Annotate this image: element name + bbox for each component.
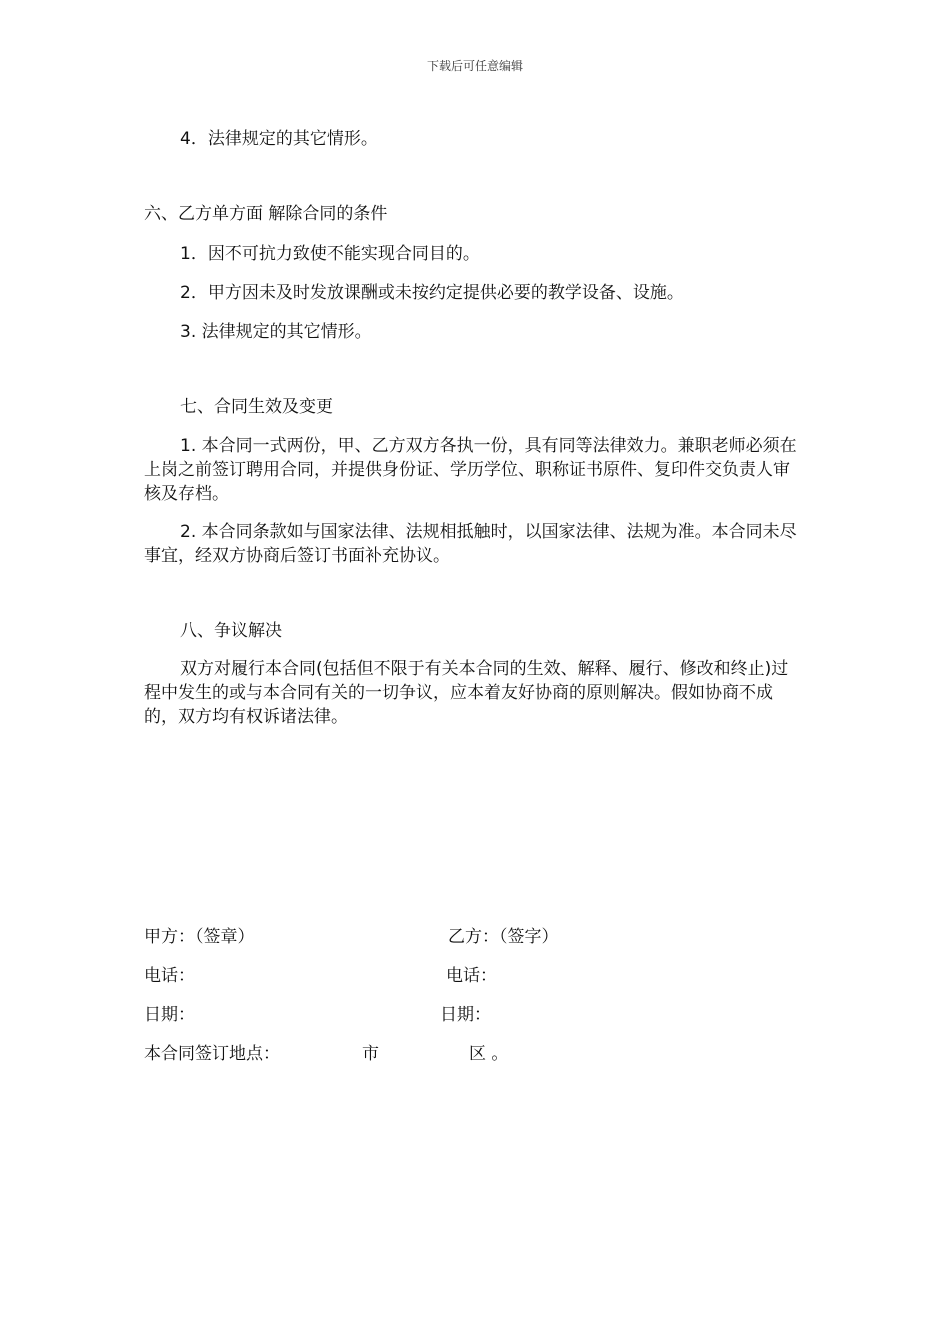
signing-district-label: 区 。	[469, 1044, 509, 1064]
section6-item-3: 3. 法律规定的其它情形。	[180, 322, 372, 342]
page-header: 下载后可任意编辑	[426, 59, 523, 73]
date-a-label: 日期：	[144, 1005, 195, 1025]
section6-item-2: 2．甲方因未及时发放课酬或未按约定提供必要的教学设备、设施。	[180, 283, 684, 303]
phone-a-label: 电话：	[144, 966, 195, 986]
signing-place-label: 本合同签订地点：	[144, 1044, 280, 1064]
section7-item-2: 2. 本合同条款如与国家法律、法规相抵触时，以国家法律、法规为准。本合同未尽事宜，经双方协商后签订书面补充协议。	[144, 522, 797, 566]
section7-title: 七、合同生效及变更	[180, 397, 333, 417]
section8-title: 八、争议解决	[180, 621, 282, 641]
party-a-label: 甲方：（签章）	[144, 927, 255, 947]
section5-item-4: 4．法律规定的其它情形。	[180, 129, 378, 149]
phone-b-label: 电话：	[446, 966, 497, 986]
party-b-label: 乙方：（签字）	[448, 927, 559, 947]
section6-title: 六、乙方单方面 解除合同的条件	[144, 204, 388, 224]
signing-city-label: 市	[362, 1044, 379, 1064]
date-b-label: 日期：	[440, 1005, 491, 1025]
section8-body: 双方对履行本合同(包括但不限于有关本合同的生效、解释、履行、修改和终止)过程中发生的或与本合同有关的一切争议，应本着友好协商的原则解决。假如协商不成的，双方均有权诉诸法律。	[144, 659, 789, 727]
section7-item-1: 1. 本合同一式两份，甲、乙方双方各执一份，具有同等法律效力。兼职老师必须在上岗之前签订聘用合同，并提供身份证、学历学位、职称证书原件、复印件交负责人审核及存档。	[144, 436, 797, 504]
section6-item-1: 1．因不可抗力致使不能实现合同目的。	[180, 244, 480, 264]
